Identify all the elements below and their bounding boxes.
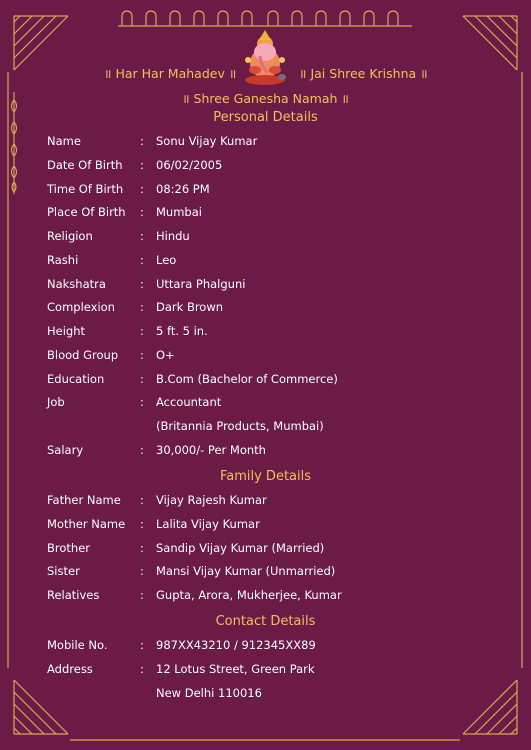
field-label: Date Of Birth — [47, 157, 123, 172]
field-value: 5 ft. 5 in. — [156, 324, 208, 339]
field-label: Mobile No. — [47, 638, 108, 652]
field-separator: : — [140, 493, 144, 507]
field-value: 08:26 PM — [156, 181, 210, 196]
field-separator: : — [140, 276, 144, 291]
field-separator: : — [140, 300, 144, 315]
field-separator: : — [140, 181, 144, 196]
field-label: Address — [47, 661, 93, 676]
field-label: Salary — [47, 443, 84, 457]
field-separator: : — [140, 371, 144, 386]
field-separator: : — [140, 540, 144, 555]
field-separator: : — [140, 134, 144, 148]
field-value: Sonu Vijay Kumar — [156, 134, 258, 148]
field-separator: : — [140, 661, 144, 676]
field-value: Leo — [156, 252, 177, 267]
field-value: Sandip Vijay Kumar (Married) — [156, 540, 325, 555]
field-separator: : — [140, 564, 144, 579]
field-label: Mother Name — [47, 516, 126, 531]
field-value: Mumbai — [156, 205, 202, 220]
field-value: Lalita Vijay Kumar — [156, 516, 260, 531]
field-value: Dark Brown — [156, 300, 224, 315]
field-label: Education — [47, 371, 105, 386]
field-value: Vijay Rajesh Kumar — [156, 493, 267, 507]
field-label: Brother — [47, 540, 91, 555]
header-center-text: ॥ Shree Ganesha Namah ॥ — [182, 91, 349, 106]
field-value: 30,000/- Per Month — [156, 443, 266, 457]
ganesha-icon — [245, 30, 286, 85]
header-right-text: ॥ Jai Shree Krishna ॥ — [299, 66, 428, 81]
header-left-text: ॥ Har Har Mahadev ॥ — [104, 66, 237, 81]
field-separator: : — [140, 588, 144, 602]
field-label: Father Name — [47, 493, 121, 507]
field-value: 12 Lotus Street, Green Park — [156, 661, 315, 676]
field-value: Uttara Phalguni — [156, 276, 246, 291]
field-label: Sister — [47, 564, 80, 579]
field-label: Relatives — [47, 588, 100, 602]
field-separator: : — [140, 638, 144, 652]
field-label: Place Of Birth — [47, 205, 126, 220]
personal-details-title: Personal Details — [213, 110, 318, 125]
field-separator: : — [140, 324, 144, 339]
field-value: New Delhi 110016 — [156, 685, 262, 700]
field-label: Job — [47, 395, 65, 410]
field-separator: : — [140, 205, 144, 220]
field-label: Time Of Birth — [47, 181, 124, 196]
field-label: Religion — [47, 229, 93, 244]
field-label: Complexion — [47, 300, 115, 315]
field-separator: : — [140, 443, 144, 457]
field-value: Mansi Vijay Kumar (Unmarried) — [156, 564, 336, 579]
field-value: Accountant — [156, 395, 222, 410]
field-separator: : — [140, 157, 144, 172]
field-separator: : — [140, 229, 144, 244]
field-value: 06/02/2005 — [156, 157, 223, 172]
field-value: O+ — [156, 347, 175, 362]
contact-details-title: Contact Details — [215, 614, 316, 629]
field-label: Name — [47, 134, 81, 148]
field-value: Gupta, Arora, Mukherjee, Kumar — [156, 588, 342, 602]
field-label: Blood Group — [47, 347, 119, 362]
field-value: (Britannia Products, Mumbai) — [156, 419, 324, 434]
field-label: Nakshatra — [47, 276, 106, 291]
field-separator: : — [140, 252, 144, 267]
field-value: B.Com (Bachelor of Commerce) — [156, 371, 338, 386]
field-label: Rashi — [47, 252, 79, 267]
field-separator: : — [140, 347, 144, 362]
field-label: Height — [47, 324, 86, 339]
field-value: 987XX43210 / 912345XX89 — [156, 638, 316, 652]
field-separator: : — [140, 516, 144, 531]
field-separator: : — [140, 395, 144, 410]
family-details-title: Family Details — [219, 469, 312, 484]
field-value: Hindu — [156, 229, 190, 244]
